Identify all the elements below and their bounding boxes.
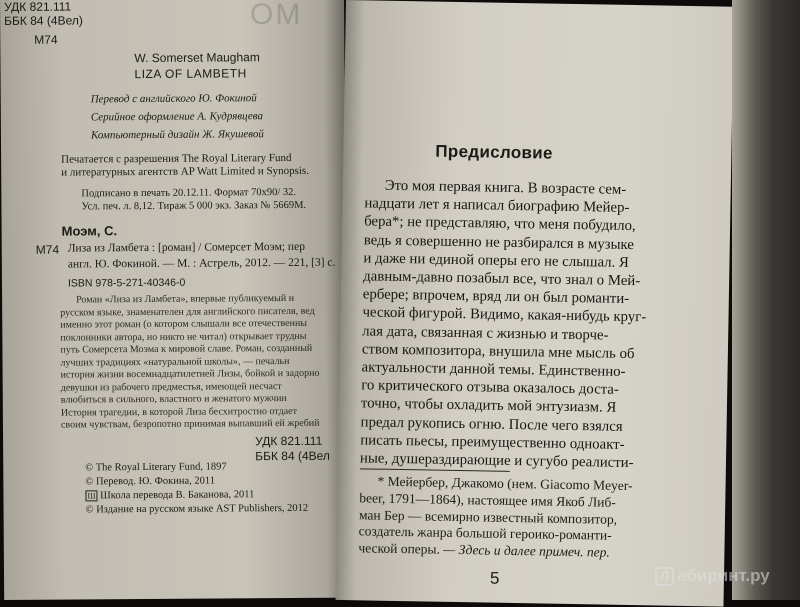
m74-top: М74 [34,32,58,47]
footnote-line: beer, 1791—1864), настоящее имя Якоб Либ- [359,490,616,510]
annotation-line: Роман «Лиза из Ламбета», впервые публикуемый н [76,292,295,306]
labirint-logo-icon: Л [655,567,674,586]
copyright-sign: © [85,476,94,488]
footnote-line: ман Бер — всемирно известный композитор, [358,506,618,527]
body-line: актуальности данной темы. Единственно- [361,359,626,380]
body-line: надцати лет я написал биографию Мейер- [364,195,630,217]
body-line: ством композитора, внушила мне мысль об [361,341,635,362]
author-en: W. Somerset Maugham [134,50,260,66]
copyright-ast: © Издание на русском языке AST Publishers, 2012 [85,502,309,516]
footnote-line: создатель жанра большой героико-романти- [358,523,612,544]
body-line: давным-давно позабыл все, что знал о Мей- [363,268,641,290]
isbn: ISBN 978-5-271-40346-0 [67,276,186,290]
ghost-text: ОМ [250,0,303,31]
udk-top: УДК 821.111 [3,0,72,14]
preface-heading: Предисловие [435,141,553,163]
body-line: ведь я совершенно не разбирался в музыке [363,231,635,253]
m74-entry: М74 [35,242,60,257]
annotation-line: лучших традициях «натуральной школы», — печальн [60,355,290,369]
page-number: 5 [489,568,500,588]
credit-computer-design: Компьютерный дизайн Ж. Якушевой [90,128,264,142]
biblio-line-2: англ. Ю. Фокиной. — М. : Астрель, 2012. — 221, [3] с. [67,256,336,271]
body-line: лая дата, связанная с жизнью и творче- [362,322,609,344]
watermark-text: абиринт.ру [677,566,770,585]
footnote-last-line: ческой оперы. — Здесь и далее примеч. пер. [358,540,610,560]
footnote-note: — Здесь и далее примеч. пер. [443,541,610,560]
annotation-line: путь Сомерсета Моэма к мировой славе. Роман, созданный [60,342,313,356]
annotation-line: История трагедии, в которой Лиза бесхитростно отдает [60,405,297,419]
footnote-line: * Мейербер, Джакомо (нем. Giacomo Meyer- [377,473,633,494]
annotation-line: русском языке, знаменателен для английского писателя, вед [60,305,315,319]
copyright-sign: © [85,504,94,516]
annotation-line: история жизни восемнадцатилетней Лизы, бойкой и задорно [60,367,320,381]
permission-line-1: Печатается с разрешения The Royal Literary Fund [61,151,292,166]
right-page-preface [336,0,734,607]
udk-bottom: УДК 821.111 [255,433,323,449]
credit-translation: Перевод с английского Ю. Фокиной [90,92,257,106]
bbk-top: ББК 84 (4Вел) [4,13,83,28]
body-line: точно, чтобы охладить мой энтузиазм. Я [360,395,617,417]
school-logo-icon: Ш [85,490,97,501]
labirint-watermark [655,566,770,586]
bbk-bottom: ББК 84 (4Вел [255,448,330,464]
print-info-1: Подписано в печать 20.12.11. Формат 70x90/ 32. [81,186,297,200]
body-line: го критического отзыва оказалось доста- [361,377,619,399]
annotation-line: девушки из рабочего предместья, имеющей несчаст [60,380,282,394]
permission-line-2: и литературных агентств AP Watt Limited и Synopsis. [61,164,309,179]
body-line: и даже ни единой оперы его не слышал. Я [363,250,630,271]
copyright-royal-literary-fund: © The Royal Literary Fund, 1897 [85,461,227,474]
author-heading: Моэм, С. [61,223,118,239]
annotation-line: влюбиться в сильного, властного и женатого мужчин [60,393,287,406]
print-info-2: Усл. печ. л. 8,12. Тираж 5 000 экз. Заказ № 5669М. [81,199,307,213]
book-edge-shadow [732,0,800,600]
body-line: Это моя первая книга. В возрасте сем- [384,177,627,198]
body-line: писать пьесы, преимущественно одноакт- [360,432,625,453]
title-en: LIZA OF LAMBETH [134,66,247,82]
annotation-line: поклонники автора, но никто не читал) открывает трудны [60,330,307,344]
left-page-imprint [0,0,348,600]
body-line: предал рукопись огню. После чего взялся [360,413,623,435]
body-line: бера*; не представляю, что меня побудило, [363,213,636,235]
annotation-line: именно этот роман (о котором слышали все отечественны [60,317,308,331]
body-line: ербере; впрочем, вряд ли он был романти- [362,286,630,308]
copyright-translation: © Перевод. Ю. Фокина, 2011 [85,475,216,488]
biblio-line-1: Лиза из Ламбета : [роман] / Сомерсет Моэм; пер [67,240,305,255]
credit-series-design: Серийное оформление А. Кудрявцева [90,110,263,124]
copyright-sign: © [85,462,94,474]
annotation-line: своим чувствам, безропотно принимая выпавший ей жребий [60,417,320,431]
body-line: ческой фигурой. Видимо, какая-нибудь круг- [362,304,647,326]
copyright-bakanov-school: Ш Школа перевода В. Баканова, 2011 [85,489,254,501]
body-line: ные, душераздирающие и сугубо реалисти- [359,450,634,472]
